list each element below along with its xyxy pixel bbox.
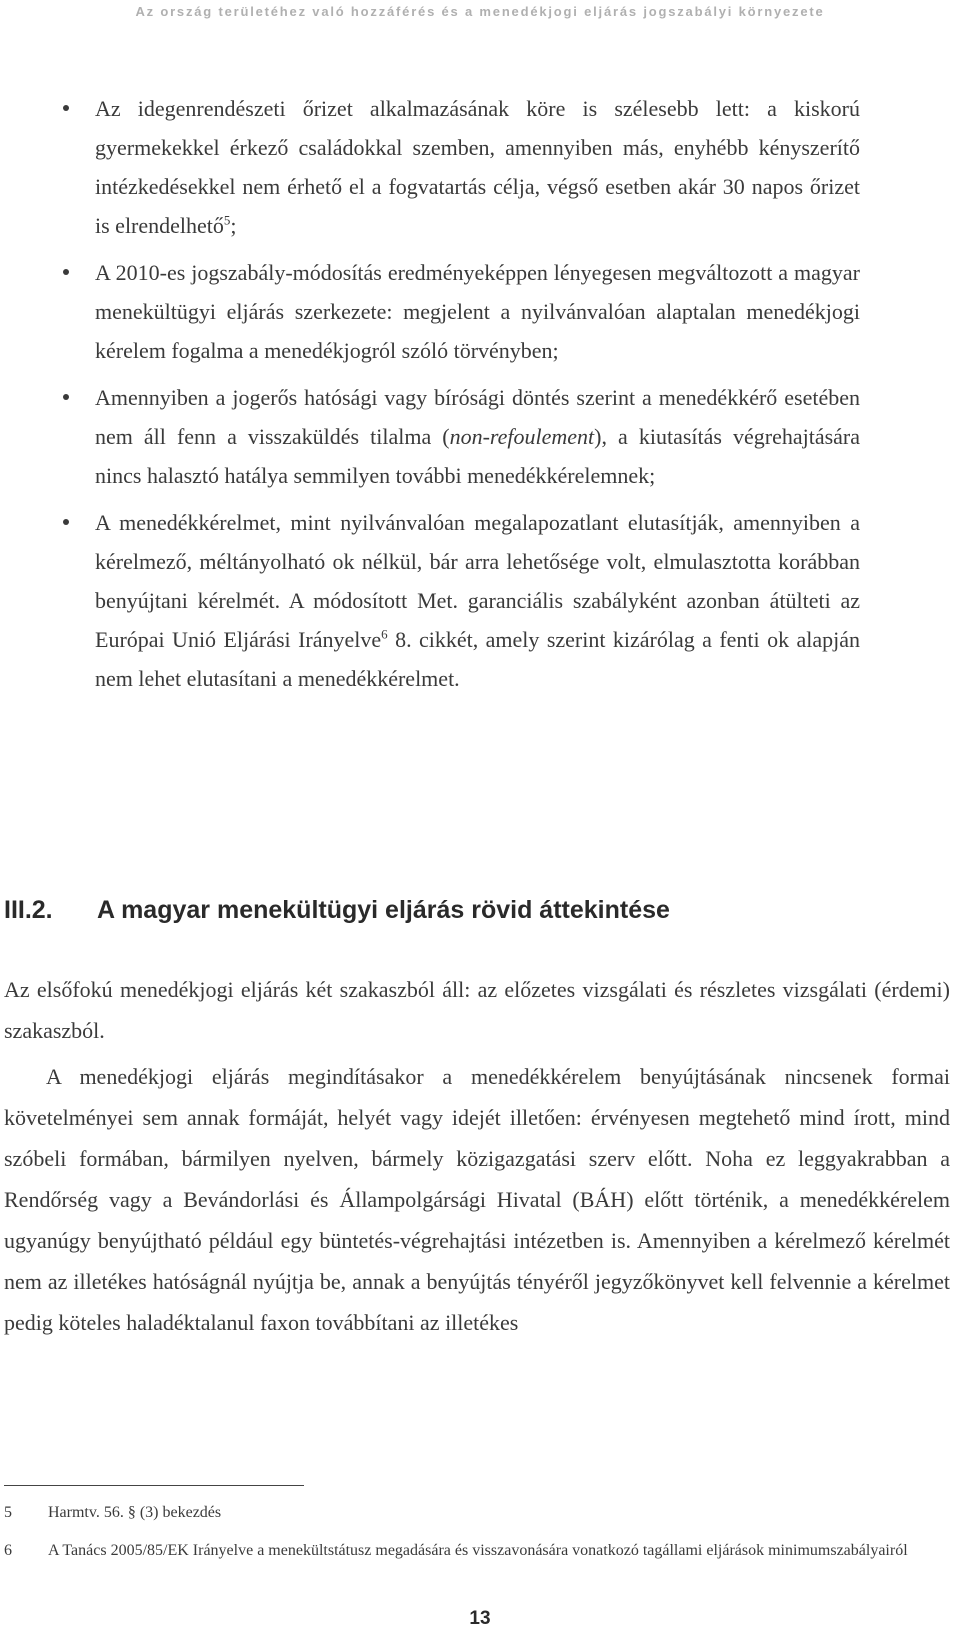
bullet-text-tail: ; xyxy=(230,213,237,238)
body-paragraph: A menedékjogi eljárás megindításakor a menedékkérelem benyújtásának nincsenek formai követelményei sem annak formáját, helyét vagy idejét illetően: érvényesen megtehető mind írott, mind szóbeli formában, bármilyen nyelven, bármely közigazgatási szerv előtt. Noha ez leggyakrabban a Rendőrség vagy a Bevándorlási és Állampolgársági Hivatal (BÁH) előtt történik, a menedékkérelem ugyanúgy benyújtható például egy büntetés-végrehajtási intézetben is. Amennyiben a kérelmező kérelmét nem az illetékes hatóságnál nyújtja be, annak a benyújtás tényéről jegyzőkönyvet kell felvennie a kérelmet pedig köteles haladéktalanul faxon továbbítani az illetékes xyxy=(4,1064,950,1335)
bullet-text: Az idegenrendészeti őrizet alkalmazásának köre is szélesebb lett: a kiskorú gyermekekkel érkező családokkal szemben, amennyiben más, enyhébb kényszerítő intézkedésekkel nem érhető el a fogvatartás célja, végső esetben akár 30 napos őrizet is elrendelhető xyxy=(95,96,860,238)
footnote-number: 6 xyxy=(4,1542,12,1559)
footnote xyxy=(4,1501,950,1525)
bullet-item xyxy=(0,503,860,698)
footnote-divider xyxy=(4,1485,304,1486)
bullet-text-after: 8. cikkét, amely szerint kizárólag a fenti ok alapján nem lehet elutasítani a menedékkérelmet. xyxy=(95,627,860,691)
section-number: III.2. xyxy=(4,896,53,924)
page-number: 13 xyxy=(469,1608,491,1629)
footnote-text: A Tanács 2005/85/EK Irányelve a menekültstátusz megadására és visszavonására vonatkozó tagállami eljárások minimumszabályairól xyxy=(48,1542,908,1559)
footnote-text: Harmtv. 56. § (3) bekezdés xyxy=(48,1504,222,1521)
bullet-item xyxy=(0,89,860,245)
bullet-text: A menedékkérelmet, mint nyilvánvalóan megalapozatlant elutasítják, amennyiben a kérelmező, méltányolható ok nélkül, bár arra lehetősége volt, elmulasztotta korábban benyújtani kérelmét. A módosított Met. garanciális szabályként azonban átülteti az Európai Unió Eljárási Irányelve xyxy=(95,510,860,652)
bullet-text: A 2010-es jogszabály-módosítás eredményeképpen lényegesen megváltozott a magyar menekültügyi eljárás szerkezete: megjelent a nyilvánvalóan alaptalan menedékjogi kérelem fogalma a menedékjogról szóló törvényben; xyxy=(95,260,860,363)
footnote-reference: 6 xyxy=(381,626,388,642)
bullet-list xyxy=(0,89,960,706)
bullet-item xyxy=(0,253,860,370)
footnote-reference: 5 xyxy=(223,212,231,228)
footnote-number: 5 xyxy=(4,1504,12,1521)
body-text xyxy=(4,969,950,1343)
bullet-text-after: ), a kiutasítás végrehajtására nincs halasztó hatálya semmilyen további menedékkérelemnek; xyxy=(95,424,861,488)
body-paragraph: Az elsőfokú menedékjogi eljárás két szakaszból áll: az előzetes vizsgálati és részletes vizsgálati (érdemi) szakaszból. xyxy=(4,977,950,1043)
footnotes xyxy=(4,1501,950,1577)
italic-term: non-refoulement xyxy=(449,424,595,449)
footnote xyxy=(4,1539,950,1563)
running-header: Az ország területéhez való hozzáférés és a menedékjogi eljárás jogszabályi környezete xyxy=(135,4,825,19)
bullet-text: Amennyiben a jogerős hatósági vagy bírósági döntés szerint a menedékkérő esetében nem áll fenn a visszaküldés tilalma ( xyxy=(95,385,860,449)
bullet-item xyxy=(0,378,860,495)
section-heading xyxy=(4,896,670,925)
section-title: A magyar menekültügyi eljárás rövid áttekintése xyxy=(97,896,670,924)
